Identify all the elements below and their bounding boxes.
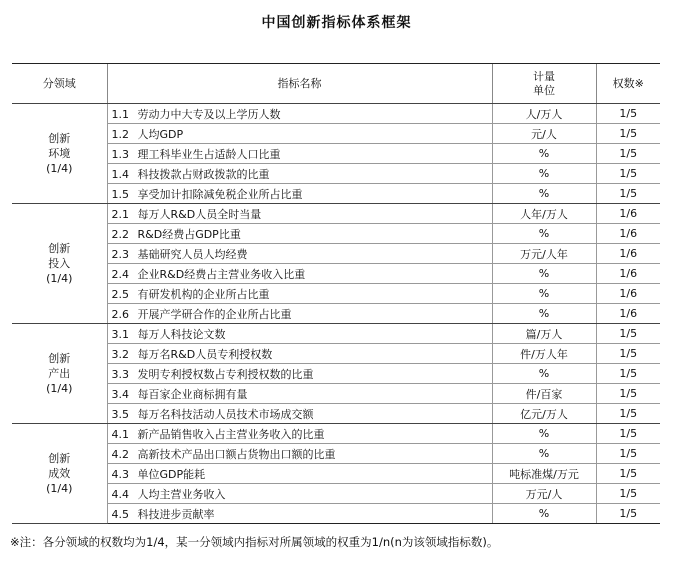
weight-cell: 1/5 (596, 364, 660, 384)
unit-cell: 篇/万人 (492, 324, 596, 344)
unit-cell: % (492, 504, 596, 524)
domain-cell (12, 204, 107, 324)
domain-name-line1: 创新 (48, 132, 71, 145)
indicator-number: 1.1 (111, 107, 129, 121)
table-row (12, 184, 660, 204)
indicator-cell (107, 464, 492, 484)
indicator-number: 2.2 (111, 227, 129, 241)
weight-cell: 1/6 (596, 304, 660, 324)
unit-cell: % (492, 424, 596, 444)
unit-cell: % (492, 224, 596, 244)
domain-name-line2: 产出 (48, 367, 71, 380)
footnote: ※注：各分领域的权数均为1/4，某一分领域内指标对所属领域的权重为1/n(n为该领域指标数)。 (10, 535, 499, 549)
indicator-number: 1.3 (111, 147, 129, 161)
indicator-name: 科技进步贡献率 (137, 507, 215, 521)
indicator-framework-table (12, 63, 660, 524)
indicator-number: 2.5 (111, 287, 129, 301)
indicator-number: 1.4 (111, 167, 129, 181)
table-row (12, 164, 660, 184)
weight-cell: 1/5 (596, 464, 660, 484)
indicator-number: 4.3 (111, 467, 129, 481)
unit-cell: % (492, 264, 596, 284)
table-row (12, 424, 660, 444)
weight-cell: 1/6 (596, 284, 660, 304)
domain-weight: (1/4) (46, 272, 73, 285)
unit-cell: % (492, 304, 596, 324)
indicator-cell (107, 124, 492, 144)
weight-cell: 1/6 (596, 224, 660, 244)
indicator-name: 人均主营业务收入 (137, 487, 226, 501)
indicator-name: 科技拨款占财政拨款的比重 (137, 167, 270, 181)
indicator-number: 1.5 (111, 187, 129, 201)
indicator-number: 1.2 (111, 127, 129, 141)
table-row (12, 304, 660, 324)
indicator-number: 2.4 (111, 267, 129, 281)
indicator-cell (107, 504, 492, 524)
unit-cell: 元/人 (492, 124, 596, 144)
indicator-name: 开展产学研合作的企业所占比重 (137, 307, 292, 321)
indicator-name: R&D经费占GDP比重 (137, 227, 241, 241)
indicator-name: 劳动力中大专及以上学历人数 (137, 107, 281, 121)
indicator-cell (107, 344, 492, 364)
indicator-number: 4.1 (111, 427, 129, 441)
weight-cell: 1/5 (596, 484, 660, 504)
domain-weight: (1/4) (46, 382, 73, 395)
indicator-number: 4.5 (111, 507, 129, 521)
indicator-cell (107, 324, 492, 344)
domain-name-line1: 创新 (48, 352, 71, 365)
indicator-cell (107, 264, 492, 284)
header-domain: 分领域 (12, 64, 107, 104)
indicator-name: 发明专利授权数占专利授权数的比重 (137, 367, 314, 381)
indicator-name: 每百家企业商标拥有量 (137, 387, 248, 401)
table-row (12, 484, 660, 504)
table-row (12, 224, 660, 244)
table-row (12, 404, 660, 424)
unit-cell: 件/万人年 (492, 344, 596, 364)
indicator-cell (107, 364, 492, 384)
weight-cell: 1/5 (596, 344, 660, 364)
indicator-cell (107, 304, 492, 324)
unit-cell: 万元/人年 (492, 244, 596, 264)
header-indicator: 指标名称 (107, 64, 492, 104)
table-row (12, 364, 660, 384)
unit-cell: % (492, 364, 596, 384)
weight-cell: 1/5 (596, 144, 660, 164)
header-weight: 权数※ (596, 64, 660, 104)
table-row (12, 344, 660, 364)
indicator-name: 单位GDP能耗 (137, 467, 206, 481)
weight-cell: 1/6 (596, 204, 660, 224)
indicator-name: 每万人科技论文数 (137, 327, 226, 341)
domain-name-line2: 环境 (48, 147, 71, 160)
unit-cell: % (492, 444, 596, 464)
table-header-row (12, 64, 660, 104)
table-row (12, 264, 660, 284)
indicator-cell (107, 484, 492, 504)
indicator-name: 每万名R&D人员专利授权数 (137, 347, 273, 361)
unit-cell: 万元/人 (492, 484, 596, 504)
table-row (12, 244, 660, 264)
indicator-cell (107, 204, 492, 224)
weight-cell: 1/5 (596, 444, 660, 464)
indicator-cell (107, 184, 492, 204)
domain-cell (12, 104, 107, 204)
domain-cell (12, 324, 107, 424)
weight-cell: 1/5 (596, 424, 660, 444)
table-body (12, 104, 660, 524)
indicator-number: 4.4 (111, 487, 129, 501)
domain-weight: (1/4) (46, 482, 73, 495)
header-unit (492, 64, 596, 104)
indicator-name: 每万名科技活动人员技术市场成交额 (137, 407, 314, 421)
weight-cell: 1/5 (596, 164, 660, 184)
indicator-name: 人均GDP (137, 127, 184, 141)
domain-name-line2: 成效 (48, 467, 71, 480)
unit-cell: % (492, 164, 596, 184)
indicator-name: 享受加计扣除减免税企业所占比重 (137, 187, 303, 201)
table-row (12, 204, 660, 224)
indicator-name: 每万人R&D人员全时当量 (137, 207, 262, 221)
table-row (12, 464, 660, 484)
page-title: 中国创新指标体系框架 (261, 15, 412, 31)
indicator-number: 3.2 (111, 347, 129, 361)
unit-cell: 吨标准煤/万元 (492, 464, 596, 484)
domain-weight: (1/4) (46, 162, 73, 175)
indicator-name: 新产品销售收入占主营业务收入的比重 (137, 427, 325, 441)
weight-cell: 1/5 (596, 184, 660, 204)
header-unit-line1: 计量 (533, 69, 555, 83)
weight-cell: 1/5 (596, 104, 660, 124)
weight-cell: 1/5 (596, 504, 660, 524)
indicator-name: 高新技术产品出口额占货物出口额的比重 (137, 447, 336, 461)
indicator-number: 3.4 (111, 387, 129, 401)
indicator-cell (107, 164, 492, 184)
indicator-cell (107, 384, 492, 404)
indicator-cell (107, 144, 492, 164)
domain-name-line1: 创新 (48, 452, 71, 465)
indicator-cell (107, 224, 492, 244)
indicator-cell (107, 404, 492, 424)
unit-cell: % (492, 144, 596, 164)
weight-cell: 1/5 (596, 124, 660, 144)
indicator-number: 2.6 (111, 307, 129, 321)
unit-cell: % (492, 184, 596, 204)
unit-cell: 件/百家 (492, 384, 596, 404)
table-row (12, 124, 660, 144)
weight-cell: 1/5 (596, 404, 660, 424)
indicator-number: 2.3 (111, 247, 129, 261)
indicator-name: 企业R&D经费占主营业务收入比重 (137, 267, 306, 281)
indicator-cell (107, 244, 492, 264)
indicator-cell (107, 284, 492, 304)
indicator-name: 基础研究人员人均经费 (137, 247, 248, 261)
indicator-name: 理工科毕业生占适龄人口比重 (137, 147, 281, 161)
indicator-cell (107, 104, 492, 124)
table-row (12, 504, 660, 524)
unit-cell: 亿元/万人 (492, 404, 596, 424)
table-row (12, 144, 660, 164)
header-unit-line2: 单位 (533, 83, 555, 97)
domain-name-line1: 创新 (48, 242, 71, 255)
indicator-number: 3.3 (111, 367, 129, 381)
unit-cell: 人年/万人 (492, 204, 596, 224)
domain-cell (12, 424, 107, 524)
unit-cell: % (492, 284, 596, 304)
indicator-number: 3.1 (111, 327, 129, 341)
indicator-number: 2.1 (111, 207, 129, 221)
table-row (12, 384, 660, 404)
table-row (12, 444, 660, 464)
indicator-cell (107, 444, 492, 464)
table-row (12, 104, 660, 124)
weight-cell: 1/5 (596, 324, 660, 344)
table-row (12, 324, 660, 344)
indicator-name: 有研发机构的企业所占比重 (137, 287, 270, 301)
unit-cell: 人/万人 (492, 104, 596, 124)
weight-cell: 1/5 (596, 384, 660, 404)
domain-name-line2: 投入 (48, 257, 71, 270)
table-row (12, 284, 660, 304)
weight-cell: 1/6 (596, 244, 660, 264)
indicator-cell (107, 424, 492, 444)
weight-cell: 1/6 (596, 264, 660, 284)
indicator-number: 3.5 (111, 407, 129, 421)
indicator-number: 4.2 (111, 447, 129, 461)
